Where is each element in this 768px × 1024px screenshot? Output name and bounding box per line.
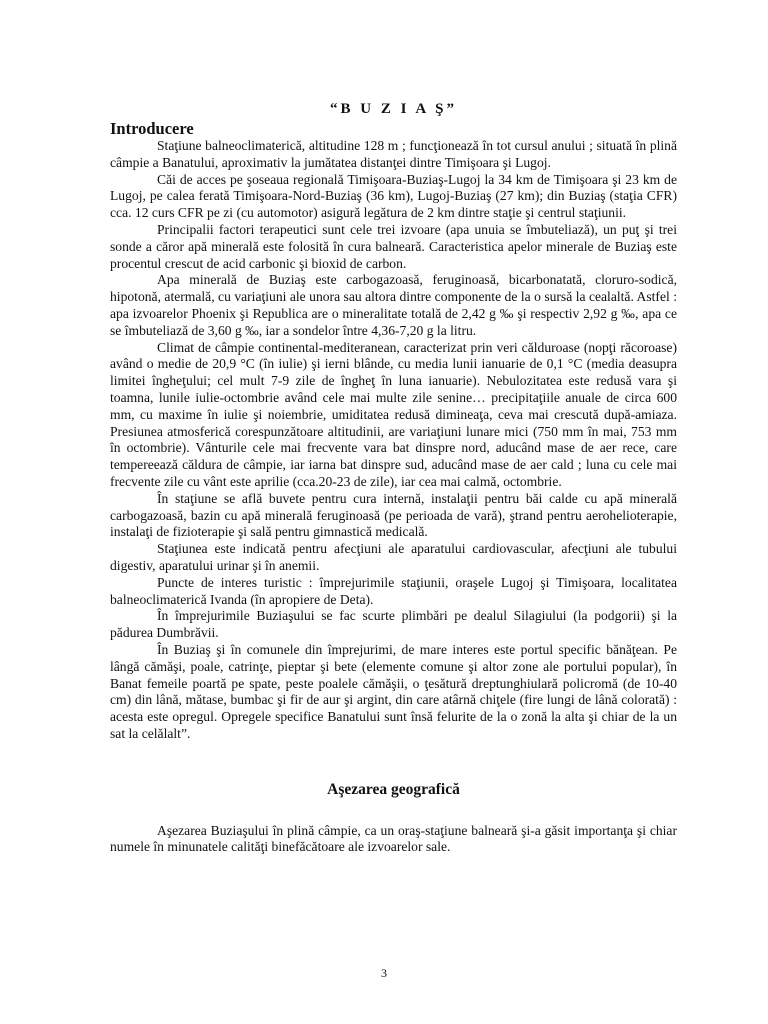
document-title: “B U Z I A Ş”	[330, 101, 457, 117]
paragraph: În staţiune se află buvete pentru cura internă, instalaţii pentru băi calde cu apă minerală carbogazoasă, bazin cu apă minerală feruginoasă (pe perioada de vară), ştrand pentru aerohelioterapie, instalaţi de fizioterapie şi sală pentru gimnastică medicală.	[110, 490, 677, 540]
paragraph: Principalii factori terapeutici sunt cele trei izvoare (apa unuia se îmbuteliază), un puţ şi trei sonde a căror apă minerală este folosită în cura balneară. Caracteristica apelor minerale de Buziaş este procentul crescut de acid carbonic şi bioxid de carbon.	[110, 221, 677, 271]
paragraph: Căi de acces pe şoseaua regională Timişoara-Buziaş-Lugoj la 34 km de Timişoara şi 23 km de Lugoj, pe calea ferată Timişoara-Nord-Buziaş (36 km), Lugoj-Buziaş (27 km); din Buziaş (staţia CFR) cca. 12 curs CFR pe zi (cu automotor) asigură legătura de 2 km dintre staţie şi centrul staţiunii.	[110, 171, 677, 221]
paragraph: Apa minerală de Buziaş este carbogazoasă, feruginoasă, bicarbonatată, cloruro-sodică, hipotonă, atermală, cu variaţiuni ale unora sau altora dintre componente de la o sursă la cealaltă. Astfel : apa izvoarelor Phoenix şi Republica are o mineralitate totală de 2,42 g ‰ şi respectiv 2,92 g ‰, apa ce se îmbuteliază de 3,60 g ‰, iar a sondelor între 4,36-7,20 g la litru.	[110, 272, 677, 338]
intro-heading: Introducere	[110, 119, 194, 138]
page-number: 3	[381, 966, 387, 980]
section-title: Aşezarea geografică	[327, 780, 460, 798]
paragraph: În împrejurimile Buziaşului se fac scurte plimbări pe dealul Silagiului (la podgorii) şi la pădurea Dumbrăvii.	[110, 608, 677, 641]
paragraph: În Buziaş şi în comunele din împrejurimi, de mare interes este portul specific bănăţean. Pe lângă cămăşi, poale, catrinţe, pieptar şi bete (elemente comune şi altor zone ale portului popular), în Banat femeile poartă pe spate, peste poalele cămăşii, o ţesătură dreptunghiulară policromă (de 10-40 cm) din lână, mătase, bumbac şi fir de aur şi argint, din care atârnă chiţele (fire lungi de lână colorată) : acesta este opregul. Opregele specifice Banatului sunt însă felurite de la o zonă la alta şi chiar de la un sat la celălalt”.	[110, 641, 677, 741]
paragraph: Puncte de interes turistic : împrejurimile staţiunii, oraşele Lugoj şi Timişoara, localitatea balneoclimaterică Ivanda (în apropiere de Deta).	[110, 574, 677, 607]
section-paragraph: Aşezarea Buziaşului în plină câmpie, ca un oraş-staţiune balneară şi-a găsit importanţa şi chiar numele în minunatele calităţi binefăcătoare ale izvoarelor sale.	[110, 822, 677, 855]
paragraph: Staţiune balneoclimaterică, altitudine 128 m ; funcţionează în tot cursul anului ; situată în plină câmpie a Banatului, aproximativ la jumătatea distanţei dintre Timişoara şi Lugoj.	[110, 138, 677, 170]
paragraph: Climat de câmpie continental-mediteranean, caracterizat prin veri călduroase (nopţi răcoroase) având o medie de 20,9 °C (în iulie) şi ierni blânde, cu media lunii ianuarie de 0,1 °C (media deasupra limitei îngheţului; cel mult 7-9 zile de îngheţ în luna ianuarie). Nebulozitatea este redusă vara şi toamna, lunile iulie-octombrie având cele mai multe zile senine… precipitaţiile anuale de circa 600 mm, cu maxime în iulie şi noiembrie, umiditatea redusă dimineaţa, ceva mai crescută după-amiaza. Presiunea atmosferică corespunzătoare altitudinii, are variaţiuni lunare mici (750 mm în mai, 753 mm în octombrie). Vânturile cele mai frecvente vara bat dinspre nord, aducând mase de aer rece, care tempereează căldura de câmpie, iar iarna bat dinspre sud, aducând mase de aer cald ; luna cu cele mai frecvente zile cu vânt este aprilie (cca.20-23 de zile), iar cea mai calmă, octombrie.	[110, 339, 677, 489]
document-page	[110, 100, 677, 856]
paragraph: Staţiunea este indicată pentru afecţiuni ale aparatului cardiovascular, afecţiuni ale tubului digestiv, aparatului urinar şi în anemii.	[110, 541, 677, 573]
